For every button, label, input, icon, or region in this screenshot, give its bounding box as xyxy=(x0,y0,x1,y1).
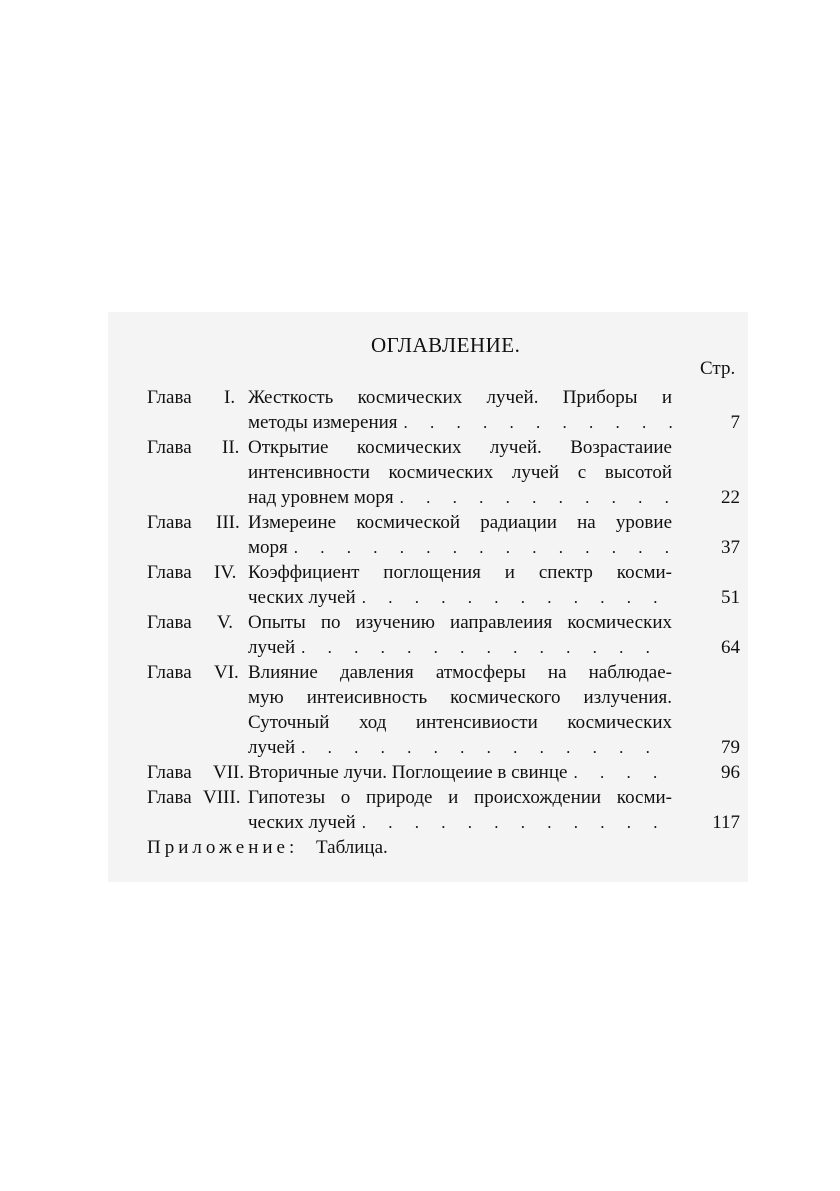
chapter-word: Глава xyxy=(147,662,192,683)
chapter-title-line: ческих лучей . . . xyxy=(248,811,672,835)
appendix-entry xyxy=(0,836,840,860)
chapter-title-line: Открытие космических лучей. Возрастаиие xyxy=(248,437,672,458)
chapter-numeral: VII. xyxy=(213,762,245,783)
page-number: 22 xyxy=(721,487,740,508)
chapter-numeral: VI. xyxy=(214,662,239,683)
toc-entry-4-cont xyxy=(0,586,840,610)
toc-entry-2-cont xyxy=(0,461,840,485)
page-number: 79 xyxy=(721,737,740,758)
appendix-label: Приложение: xyxy=(147,837,299,858)
page-number: 117 xyxy=(712,812,740,833)
chapter-title-line: интенсивности космических лучей с высотой xyxy=(248,462,672,483)
toc-entry-3-cont xyxy=(0,536,840,560)
chapter-title-line: Опыты по изучению иаправлеиия космических xyxy=(248,612,672,633)
chapter-numeral: IV. xyxy=(214,562,237,583)
toc-entry-2 xyxy=(0,436,840,460)
toc-entry-6-cont xyxy=(0,736,840,760)
page-number: 7 xyxy=(730,412,740,433)
page-number: 96 xyxy=(721,762,740,783)
chapter-title-line: Влияние давления атмосферы на наблюдае- xyxy=(248,662,672,683)
toc-entry-6-cont xyxy=(0,711,840,735)
chapter-title-line: Суточный ход интенсивиости космических xyxy=(248,712,672,733)
toc-entry-2-cont xyxy=(0,486,840,510)
toc-entry-5 xyxy=(0,611,840,635)
chapter-numeral: II. xyxy=(222,437,240,458)
chapter-word: Глава xyxy=(147,437,192,458)
toc-entry-4 xyxy=(0,561,840,585)
toc-entry-1 xyxy=(0,386,840,410)
toc-entry-8-cont xyxy=(0,811,840,835)
toc-entry-7 xyxy=(0,761,840,785)
chapter-numeral: VIII. xyxy=(203,787,241,808)
chapter-title-line: Вторичные лучи. Поглощеиие в свинце . . . xyxy=(248,761,672,785)
page-number: 51 xyxy=(721,587,740,608)
chapter-word: Глава xyxy=(147,512,192,533)
chapter-numeral: V. xyxy=(217,612,234,633)
chapter-word: Глава xyxy=(147,387,192,408)
toc-entry-1-cont xyxy=(0,411,840,435)
chapter-title-line: Измереине космической радиации на уровие xyxy=(248,512,672,533)
chapter-title-line: Жесткость космических лучей. Приборы и xyxy=(248,387,672,408)
chapter-title-line: моря . . . xyxy=(248,536,672,560)
chapter-word: Глава xyxy=(147,787,192,808)
page-title: ОГЛАВЛЕНИЕ. xyxy=(371,333,521,357)
chapter-word: Глава xyxy=(147,762,192,783)
page-number: 64 xyxy=(721,637,740,658)
chapter-word: Глава xyxy=(147,562,192,583)
chapter-title-line: ческих лучей . . . xyxy=(248,586,672,610)
chapter-title-line: лучей . . . xyxy=(248,636,672,660)
toc-entry-6 xyxy=(0,661,840,685)
chapter-title-line: над уровнем моря . . . xyxy=(248,486,672,510)
toc-entry-6-cont xyxy=(0,686,840,710)
chapter-title-line: методы измерения . . . xyxy=(248,411,672,435)
chapter-word: Глава xyxy=(147,612,192,633)
chapter-title-line: мую интеисивность космического излучения. xyxy=(248,687,672,708)
page-column-label: Стр. xyxy=(700,358,736,379)
toc-entry-3 xyxy=(0,511,840,535)
chapter-numeral: I. xyxy=(224,387,236,408)
toc-entry-5-cont xyxy=(0,636,840,660)
page-number: 37 xyxy=(721,537,740,558)
chapter-title-line: Коэффициент поглощения и спектр косми- xyxy=(248,562,672,583)
chapter-title-line: лучей . . . xyxy=(248,736,672,760)
toc-entry-8 xyxy=(0,786,840,810)
chapter-numeral: III. xyxy=(216,512,240,533)
chapter-title-line: Гипотезы о природе и происхождении косми- xyxy=(248,787,672,808)
appendix-text: Таблица. xyxy=(316,837,388,858)
